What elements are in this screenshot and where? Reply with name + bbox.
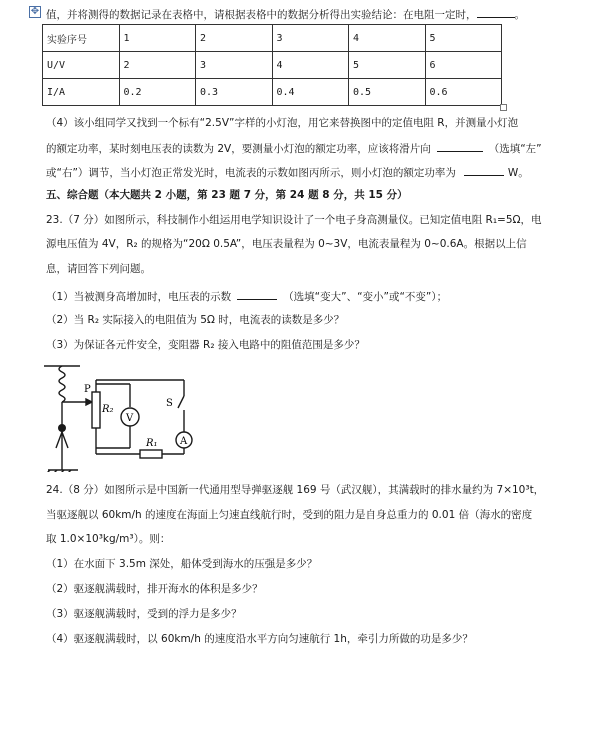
q23-sub-1: （1）当被测身高增加时，电压表的示数 （选填“变大”、“变小”或“不变”）； bbox=[46, 288, 447, 304]
table-cell: 0.6 bbox=[425, 79, 502, 106]
label-s: S bbox=[166, 398, 173, 409]
answer-blank bbox=[477, 6, 515, 18]
table-cell: 4 bbox=[349, 25, 426, 52]
q23-line-3: 息，请回答下列问题。 bbox=[46, 263, 151, 275]
table-cell: 6 bbox=[425, 52, 502, 79]
person-head bbox=[58, 424, 66, 432]
table-cell: 0.2 bbox=[119, 79, 196, 106]
spring bbox=[59, 366, 65, 402]
table-cell: 2 bbox=[119, 52, 196, 79]
table-cell: 3 bbox=[272, 25, 349, 52]
table-cell: 0.5 bbox=[349, 79, 426, 106]
section-heading: 五、综合题（本大题共 2 小题，第 23 题 7 分，第 24 题 8 分，共 15 分） bbox=[46, 189, 408, 201]
label-v: V bbox=[126, 413, 134, 424]
q23-sub-2: （2）当 R₂ 实际接入的电阻值为 5Ω 时，电流表的读数是多少？ bbox=[46, 314, 345, 326]
table-cell: 5 bbox=[425, 25, 502, 52]
circuit-diagram bbox=[40, 362, 200, 472]
table-cell: 1 bbox=[119, 25, 196, 52]
q24-sub-4: （4）驱逐舰满载时，以 60km/h 的速度沿水平方向匀速航行 1h，牵引力所做的功是多少？ bbox=[46, 633, 473, 645]
table-row bbox=[43, 52, 502, 79]
q24-sub-1: （1）在水面下 3.5m 深处，船体受到海水的压强是多少？ bbox=[46, 558, 318, 570]
label-r2: R₂ bbox=[102, 404, 114, 415]
switch-s bbox=[178, 396, 184, 408]
table-cell: 5 bbox=[349, 52, 426, 79]
answer-blank bbox=[437, 140, 483, 152]
table-cell: 0.4 bbox=[272, 79, 349, 106]
q24-line-2: 当驱逐舰以 60km/h 的速度在海面上匀速直线航行时，受到的阻力是自身总重力的 0.01 倍（海水的密度 bbox=[46, 509, 533, 521]
intro-line: 值，并将测得的数据记录在表格中，请根据表格中的数据分析得出实验结论：在电阻一定时， 。 bbox=[46, 6, 525, 22]
label-p: P bbox=[84, 384, 91, 395]
table-resize-handle[interactable] bbox=[500, 104, 507, 111]
table-cell: 3 bbox=[196, 52, 273, 79]
q23-line-2: 源电压值为 4V，R₂ 的规格为“20Ω 0.5A”，电压表量程为 0~3V，电流表量程为 0~0.6A。根据以上信 bbox=[46, 238, 527, 250]
label-a: A bbox=[180, 436, 188, 447]
table-row bbox=[43, 25, 502, 52]
table-cell: 0.3 bbox=[196, 79, 273, 106]
label-r1: R₁ bbox=[146, 438, 158, 449]
q23-line-1: 23.（7 分）如图所示，科技制作小组运用电学知识设计了一个电子身高测量仪。已知定值电阻 R₁=5Ω，电 bbox=[46, 214, 542, 226]
q24-line-3: 取 1.0×10³kg/m³）。则： bbox=[46, 533, 171, 545]
q4-line-1: （4）该小组同学又找到一个标有“2.5V”字样的小灯泡，用它来替换图中的定值电阻 R，并测量小灯泡 bbox=[46, 117, 519, 129]
row-label: I/A bbox=[43, 79, 120, 106]
row-label: 实验序号 bbox=[43, 25, 120, 52]
table-row bbox=[43, 79, 502, 106]
answer-blank bbox=[464, 164, 504, 176]
answer-blank bbox=[237, 288, 277, 300]
q24-sub-3: （3）驱逐舰满载时，受到的浮力是多少？ bbox=[46, 608, 242, 620]
slider-arrow bbox=[86, 399, 92, 405]
q4-line-3: 或“右”）调节，当小灯泡正常发光时，电流表的示数如图丙所示，则小灯泡的额定功率为 W。 bbox=[46, 164, 529, 180]
data-table bbox=[42, 24, 502, 106]
table-cell: 4 bbox=[272, 52, 349, 79]
q24-sub-2: （2）驱逐舰满载时，排开海水的体积是多少？ bbox=[46, 583, 263, 595]
q24-line-1: 24.（8 分）如图所示是中国新一代通用型导弹驱逐舰 169 号（武汉舰），其满载时的排水量约为 7×10³t， bbox=[46, 484, 545, 496]
resistor-r2 bbox=[92, 392, 100, 428]
q4-line-2: 的额定功率，某时刻电压表的读数为 2V，要测量小灯泡的额定功率，应该将滑片向 （选填“左” bbox=[46, 140, 542, 156]
q23-sub-3: （3）为保证各元件安全，变阻器 R₂ 接入电路中的阻值范围是多少？ bbox=[46, 339, 365, 351]
table-move-handle-icon[interactable]: ✥ bbox=[30, 6, 40, 17]
resistor-r1 bbox=[140, 450, 162, 458]
row-label: U/V bbox=[43, 52, 120, 79]
table-cell: 2 bbox=[196, 25, 273, 52]
